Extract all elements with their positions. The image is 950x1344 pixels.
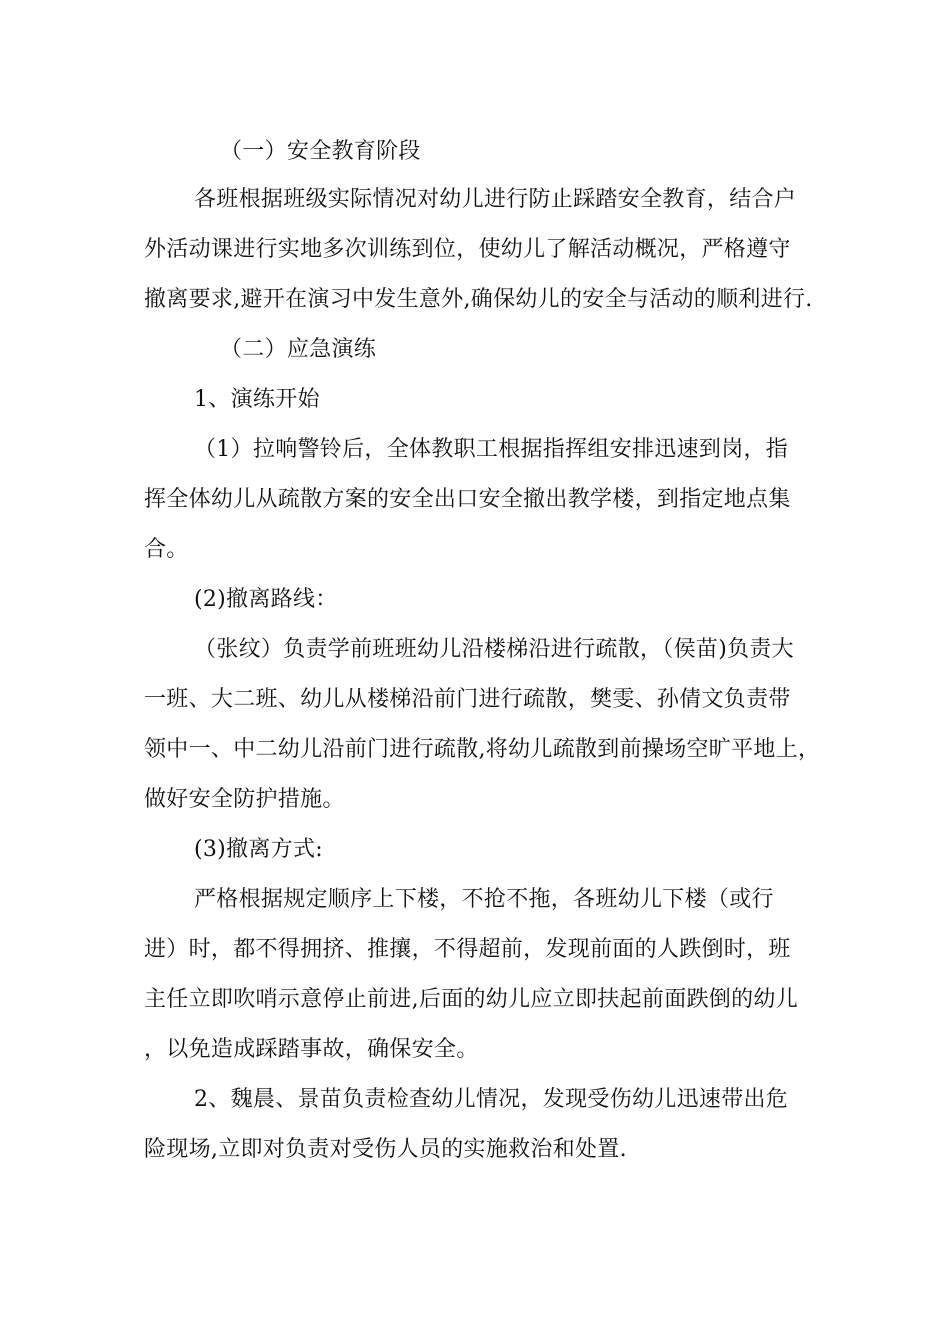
subheading-evacuation-method: (3)撤离方式: (194, 837, 323, 862)
paragraph-line: 各班根据班级实际情况对幼儿进行防止踩踏安全教育，结合户 (194, 187, 797, 212)
paragraph-line: 外活动课进行实地多次训练到位，使幼儿了解活动概况，严格遵守 (144, 237, 791, 262)
section-heading-safety-education: （一）安全教育阶段 (220, 139, 421, 164)
paragraph-line: 撤离要求,避开在演习中发生意外,确保幼儿的安全与活动的顺利进行. (144, 287, 813, 312)
paragraph-line: （1）拉响警铃后，全体教职工根据指挥组安排迅速到岗，指 (194, 437, 789, 462)
paragraph-line: 险现场,立即对负责对受伤人员的实施救治和处置. (144, 1137, 627, 1162)
paragraph-line: 合。 (144, 537, 189, 562)
paragraph-line: 严格根据规定顺序上下楼，不抢不拖，各班幼儿下楼（或行 (194, 887, 774, 912)
paragraph-line: 做好安全防护措施。 (144, 787, 345, 812)
paragraph-line: 领中一、中二幼儿沿前门进行疏散,将幼儿疏散到前操场空旷平地上， (144, 737, 821, 762)
paragraph-line: 进）时，都不得拥挤、推攘，不得超前，发现前面的人跌倒时，班 (144, 937, 791, 962)
subheading-drill-start: 1、演练开始 (194, 387, 320, 412)
paragraph-line: ，以免造成踩踏事故，确保安全。 (144, 1037, 479, 1062)
section-heading-emergency-drill: （二）应急演练 (220, 337, 377, 362)
paragraph-line: 挥全体幼儿从疏散方案的安全出口安全撤出教学楼，到指定地点集 (144, 487, 791, 512)
paragraph-line: 主任立即吹哨示意停止前进,后面的幼儿应立即扶起前面跌倒的幼儿 (144, 987, 798, 1012)
paragraph-line: 一班、大二班、幼儿从楼梯沿前门进行疏散，樊雯、孙倩文负责带 (144, 687, 791, 712)
paragraph-line: 2、魏晨、景苗负责检查幼儿情况，发现受伤幼儿迅速带出危 (194, 1087, 789, 1112)
subheading-evacuation-route: (2)撤离路线： (194, 587, 338, 612)
paragraph-line: （张纹）负责学前班班幼儿沿楼梯沿进行疏散，（侯苗)负责大 (194, 637, 794, 662)
